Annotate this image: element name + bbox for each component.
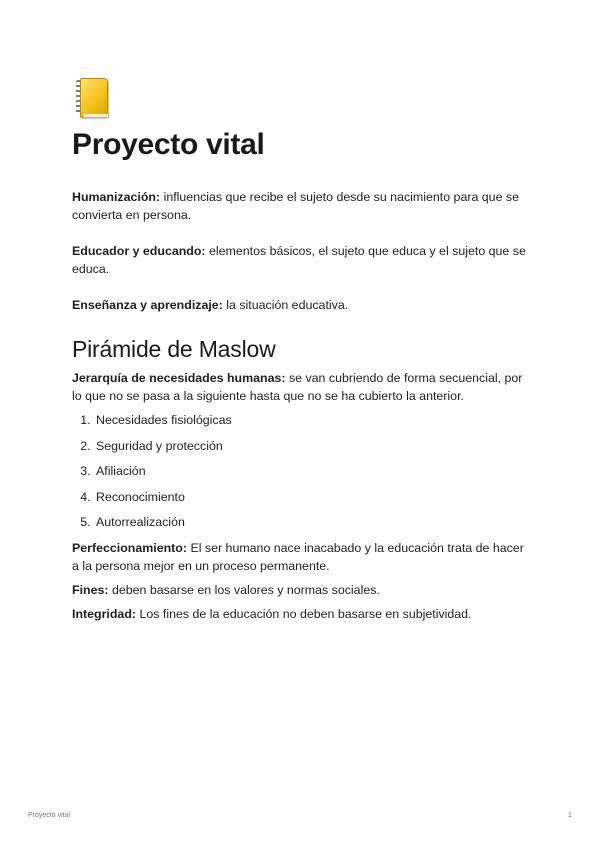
definition-term: Perfeccionamiento: xyxy=(72,540,187,555)
list-item: 1. Necesidades fisiológicas xyxy=(94,411,532,429)
definition-perfeccionamiento xyxy=(72,539,532,575)
definition-text: influencias que recibe el sujeto desde su nacimiento para que se convierta en persona. xyxy=(72,190,519,222)
document-page xyxy=(72,78,532,629)
definition-text: deben basarse en los valores y normas sociales. xyxy=(108,582,380,597)
definition-text: Los fines de la educación no deben basarse en subjetividad. xyxy=(136,606,472,621)
footer-title: Proyecto vital xyxy=(28,812,71,819)
definition-text: elementos básicos, el sujeto que educa y el sujeto que se educa. xyxy=(72,244,526,276)
notebook-icon xyxy=(74,78,108,118)
notebook-pages xyxy=(83,114,109,118)
page-title: Proyecto vital xyxy=(72,128,265,161)
definition-text: se van cubriendo de forma secuencial, por lo que no se pasa a la siguiente hasta que no se ha cubierto la anterior. xyxy=(72,371,523,403)
list-item: 3. Afiliación xyxy=(94,462,532,480)
definition-fines xyxy=(72,581,532,599)
definition-ensenanza xyxy=(72,296,532,314)
definition-term: Jerarquía de necesidades humanas: xyxy=(72,371,286,385)
definition-term: Educador y educando: xyxy=(72,244,206,258)
definition-term: Enseñanza y aprendizaje: xyxy=(72,298,223,312)
definition-term: Fines: xyxy=(72,582,109,597)
definition-text: El ser humano nace inacabado y la educación trata de hacer a la persona mejor en un proceso permanente. xyxy=(72,540,524,573)
footer-page-number: 1 xyxy=(568,812,572,819)
definition-term: Integridad: xyxy=(72,606,137,621)
definition-educador xyxy=(72,242,532,278)
list-item: 2. Seguridad y protección xyxy=(94,437,532,455)
definition-humanizacion xyxy=(72,188,532,224)
list-item: 5. Autorrealización xyxy=(94,513,532,531)
definition-term: Humanización: xyxy=(72,190,161,204)
needs-list xyxy=(72,411,532,531)
section-intro xyxy=(72,369,532,405)
definition-text: la situación educativa. xyxy=(222,298,349,312)
notebook-cover xyxy=(80,78,108,118)
definition-integridad xyxy=(72,605,532,623)
section-heading: Pirámide de Maslow xyxy=(72,336,276,362)
list-item: 4. Reconocimiento xyxy=(94,488,532,506)
